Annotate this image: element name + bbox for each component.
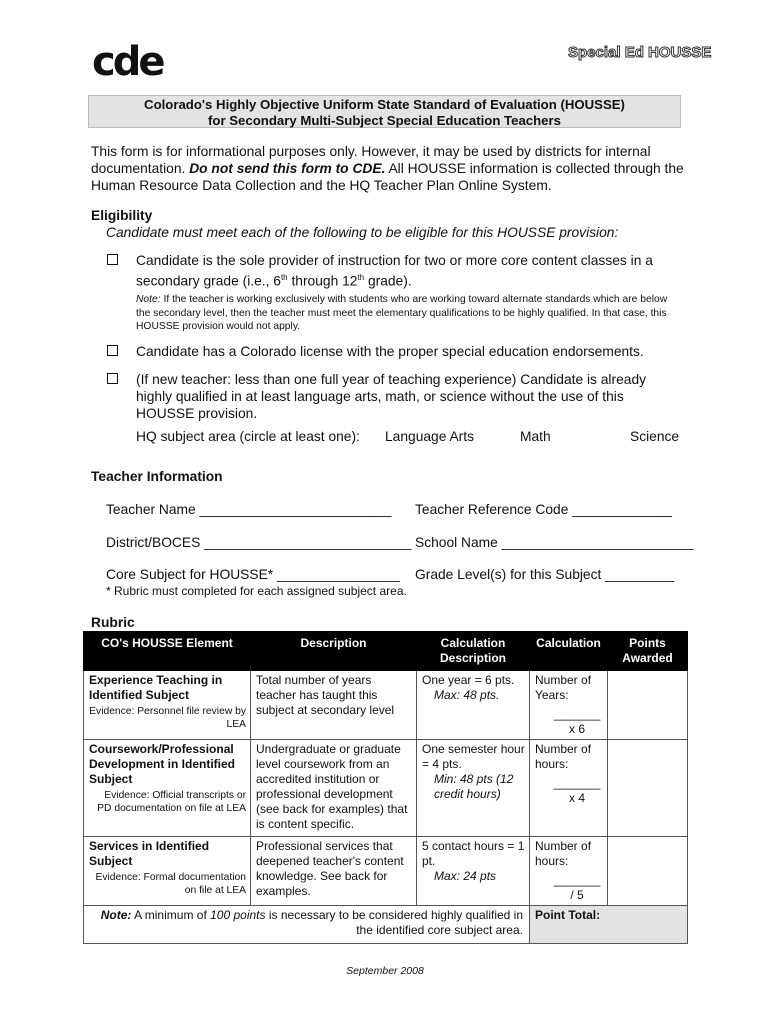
element-cell [84, 837, 251, 906]
district-field[interactable]: District/BOCES ___________________________ [106, 535, 412, 550]
hq-option-science[interactable]: Science [630, 429, 680, 444]
rubric-note [84, 906, 530, 944]
form-tag: Special Ed HOUSSE [568, 44, 712, 61]
rubric-heading: Rubric [91, 615, 135, 630]
calc-max: Max: 48 pts. [434, 688, 500, 702]
checkbox-colorado-license[interactable] [107, 345, 118, 356]
calc-input-line[interactable]: _______ / 5 [553, 873, 601, 902]
calc-input-line[interactable]: _______ x 6 [553, 707, 601, 736]
calc-label: Number of hours: [535, 742, 592, 771]
calc-desc-cell [417, 671, 530, 740]
rubric-note-italic: 100 points [210, 908, 266, 922]
element-evidence: Evidence: Official transcripts or PD documentation on file at LEA [97, 790, 246, 814]
hq-option-language-arts[interactable]: Language Arts [385, 429, 474, 444]
calc-desc-text: One year = 6 pts. [422, 673, 515, 687]
col-calc-description: Calculation Description [417, 632, 530, 671]
eligibility-item-2: Candidate has a Colorado license with the proper special education endorsements. [136, 344, 644, 359]
grade-level-field[interactable]: Grade Level(s) for this Subject _________ [415, 567, 675, 582]
col-points-awarded: Points Awarded [608, 632, 688, 671]
eligibility-heading: Eligibility [91, 208, 153, 223]
item1-sup-1: th [280, 273, 288, 282]
calc-desc-text: One semester hour = 4 pts. [422, 742, 525, 771]
cde-logo: cde [92, 39, 163, 85]
title-box [88, 95, 681, 128]
description-cell: Undergraduate or graduate level coursework from an accredited institution or professional development (see back for examples) that is content specific. [251, 740, 417, 837]
intro-warning: Do not send this form to CDE. [189, 161, 386, 176]
core-subject-field[interactable]: Core Subject for HOUSSE* ________________ [106, 567, 400, 582]
eligibility-subheading: Candidate must meet each of the following to be eligible for this HOUSSE provision: [106, 225, 619, 240]
school-name-field[interactable]: School Name _________________________ [415, 535, 694, 550]
item1-text-a: Candidate is the sole provider of instruction for two or more core content classes in a secondary grade (i.e., 6 [136, 253, 653, 289]
element-cell [84, 671, 251, 740]
checkbox-sole-provider[interactable] [107, 254, 118, 265]
element-evidence: Evidence: Personnel file review by LEA [89, 706, 246, 730]
item1-text-b: through 12 [287, 273, 358, 289]
element-evidence: Evidence: Formal documentation on file at LEA [95, 872, 246, 896]
intro-text-1: This form is for informational purposes only. However, it may be used by districts for internal documentation. [91, 144, 651, 176]
rubric-note-label: Note: [100, 908, 132, 922]
points-cell[interactable] [608, 837, 688, 906]
rubric-header-row [84, 632, 688, 671]
points-cell[interactable] [608, 671, 688, 740]
table-row [84, 837, 688, 906]
rubric-note-a: A minimum of [131, 908, 211, 922]
teacher-name-field[interactable]: Teacher Name _________________________ [106, 502, 392, 517]
rubric-note-b: is necessary to be considered highly qualified in the identified core subject area. [265, 908, 523, 937]
col-element: CO's HOUSSE Element [84, 632, 251, 671]
eligibility-item-1 [136, 252, 681, 290]
col-description: Description [251, 632, 417, 671]
calc-desc-text: 5 contact hours = 1 pt. [422, 839, 525, 868]
calc-desc-cell [417, 837, 530, 906]
element-cell [84, 740, 251, 837]
eligibility-note [136, 293, 681, 334]
calculation-cell [530, 671, 608, 740]
calculation-cell [530, 740, 608, 837]
rubric-footnote: * Rubric must completed for each assigned subject area. [106, 584, 407, 598]
element-title: Services in Identified Subject [89, 839, 210, 868]
footer-date: September 2008 [346, 965, 424, 977]
calc-max: Max: 24 pts [434, 869, 497, 883]
calculation-cell [530, 837, 608, 906]
checkbox-new-teacher[interactable] [107, 373, 118, 384]
eligibility-item-3: (If new teacher: less than one full year of teaching experience) Candidate is already highly qualified in at least language arts, math, or science without the use of this HOUSSE provision. [136, 372, 647, 421]
note-label: Note: [136, 294, 161, 305]
hq-option-math[interactable]: Math [520, 429, 551, 444]
col-calculation: Calculation [530, 632, 608, 671]
title-line-1: Colorado's Highly Objective Uniform State Standard of Evaluation (HOUSSE) [144, 97, 625, 112]
element-title: Experience Teaching in Identified Subject [89, 673, 223, 702]
intro-text-2: All HOUSSE information is collected through the Human Resource Data Collection and the HQ Teacher Plan Online System. [91, 161, 684, 193]
hq-subject-label: HQ subject area (circle at least one): [136, 429, 360, 444]
rubric-table [83, 631, 688, 944]
item1-sup-2: th [357, 273, 365, 282]
rubric-total-row [84, 906, 688, 944]
calc-max: Min: 48 pts (12 credit hours) [434, 772, 514, 801]
description-cell: Professional services that deepened teacher's content knowledge. See back for examples. [251, 837, 417, 906]
points-cell[interactable] [608, 740, 688, 837]
point-total[interactable]: Point Total: [530, 906, 688, 944]
teacher-ref-code-field[interactable]: Teacher Reference Code _____________ [415, 502, 672, 517]
teacher-info-heading: Teacher Information [91, 469, 223, 484]
description-cell: Total number of years teacher has taught this subject at secondary level [251, 671, 417, 740]
title-line-2: for Secondary Multi-Subject Special Education Teachers [208, 113, 561, 128]
calc-desc-cell [417, 740, 530, 837]
item1-text-c: grade). [364, 273, 412, 289]
table-row [84, 740, 688, 837]
intro-paragraph [91, 143, 691, 194]
element-title: Coursework/Professional Development in Identified Subject [89, 742, 236, 786]
calc-label: Number of Years: [535, 673, 592, 702]
calc-label: Number of hours: [535, 839, 592, 868]
note-text: If the teacher is working exclusively with students who are working toward alternate standards which are below the secondary level, then the teacher must meet the elementary qualifications to be highly qualified. In that case, this HOUSSE provision would not apply. [136, 294, 668, 332]
table-row [84, 671, 688, 740]
calc-input-line[interactable]: _______ x 4 [553, 776, 601, 805]
